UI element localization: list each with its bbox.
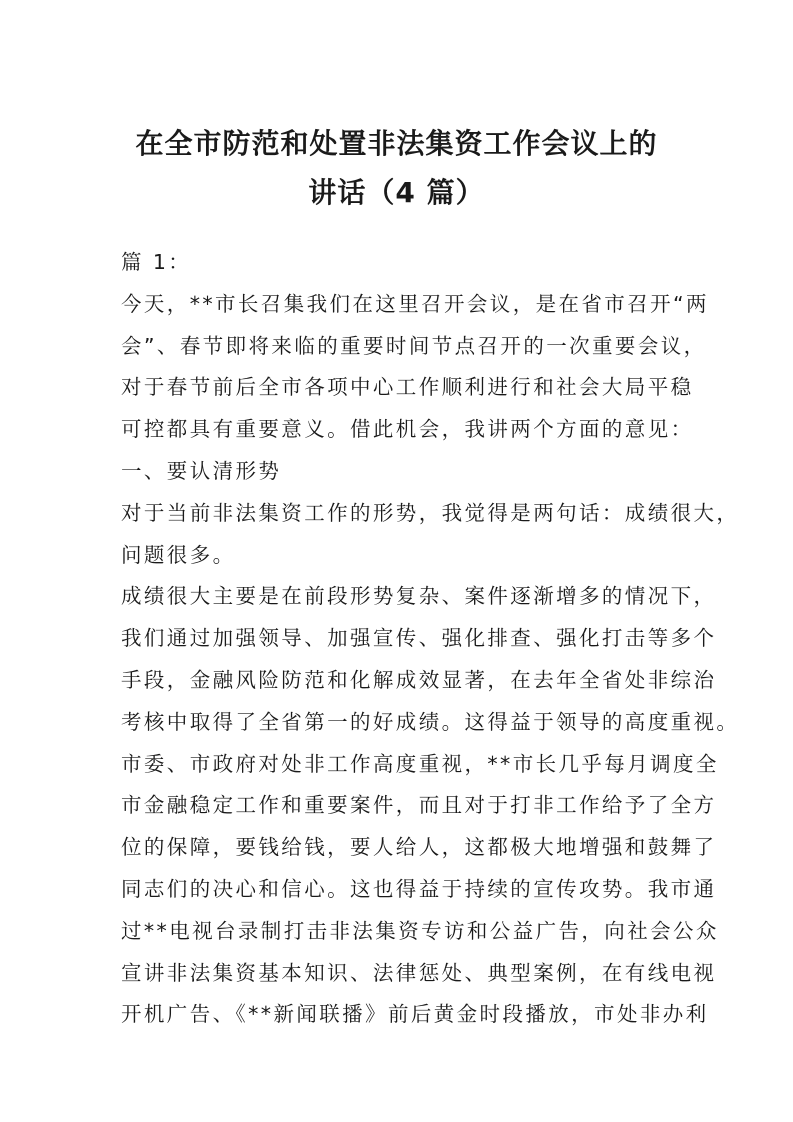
paragraph-line: 可控都具有重要意义。借此机会，我讲两个方面的意见： bbox=[121, 417, 694, 442]
paragraph-line: 对于春节前后全市各项中心工作顺利进行和社会大局平稳 bbox=[121, 375, 694, 400]
section-heading: 一、要认清形势 bbox=[121, 458, 282, 483]
paragraph-line: 位的保障，要钱给钱，要人给人，这都极大地增强和鼓舞了 bbox=[121, 835, 717, 860]
paragraph-line: 过**电视台录制打击非法集资专访和公益广告，向社会公众 bbox=[121, 918, 719, 943]
paragraph-line: 我们通过加强领导、加强宣传、强化排查、强化打击等多个 bbox=[121, 626, 717, 651]
paragraph-line: 同志们的决心和信心。这也得益于持续的宣传攻势。我市通 bbox=[121, 876, 717, 901]
paragraph-line: 市委、市政府对处非工作高度重视，**市长几乎每月调度全 bbox=[121, 751, 719, 776]
paragraph-line: 会”、春节即将来临的重要时间节点召开的一次重要会议， bbox=[121, 333, 707, 358]
document-title-line-2: 讲话（4 篇） bbox=[308, 176, 485, 209]
paragraph-line: 问题很多。 bbox=[121, 542, 236, 567]
section-label: 篇 1： bbox=[121, 250, 192, 274]
paragraph-line: 开机广告、《**新闻联播》前后黄金时段播放，市处非办利 bbox=[121, 1002, 709, 1027]
paragraph-line: 市金融稳定工作和重要案件，而且对于打非工作给予了全方 bbox=[121, 793, 717, 818]
paragraph-line: 手段，金融风险防范和化解成效显著，在去年全省处非综治 bbox=[121, 667, 717, 692]
document-body bbox=[121, 242, 740, 1036]
paragraph-line: 宣讲非法集资基本知识、法律惩处、典型案例，在有线电视 bbox=[121, 960, 717, 985]
paragraph-line: 考核中取得了全省第一的好成绩。这得益于领导的高度重视。 bbox=[121, 709, 740, 734]
document-title-line-1: 在全市防范和处置非法集资工作会议上的 bbox=[135, 127, 658, 160]
paragraph-line: 对于当前非法集资工作的形势，我觉得是两句话：成绩很大， bbox=[121, 500, 740, 525]
paragraph-line: 成绩很大主要是在前段形势复杂、案件逐渐增多的情况下， bbox=[121, 584, 717, 609]
paragraph-line: 今天，**市长召集我们在这里召开会议，是在省市召开“两 bbox=[121, 291, 709, 316]
